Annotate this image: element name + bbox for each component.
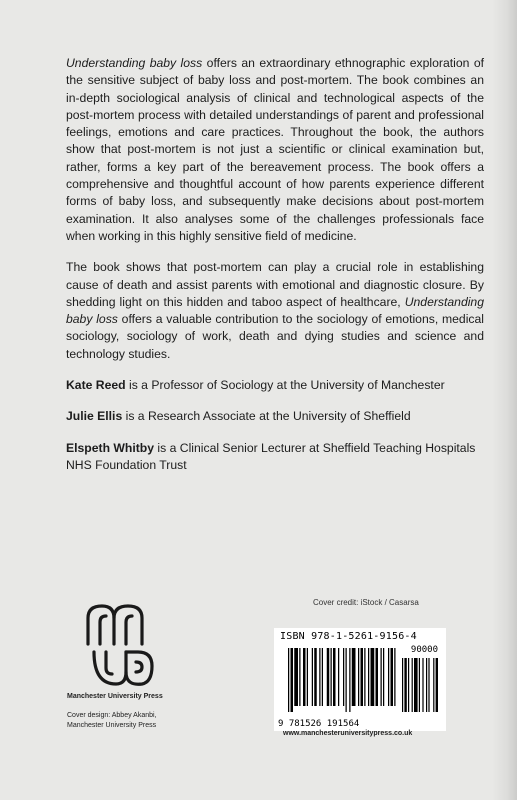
barcode-addon-bar <box>428 658 429 712</box>
barcode-bar <box>319 648 320 706</box>
barcode-bar <box>346 648 347 712</box>
barcode-bar <box>381 648 382 706</box>
book-title: Understanding baby loss <box>66 294 484 327</box>
blurb-paragraph-1 <box>66 55 484 245</box>
book-title: Understanding baby loss <box>66 56 203 70</box>
barcode-bar <box>358 648 359 706</box>
spine-shadow <box>492 0 517 800</box>
blurb-text-1: offers an extraordinary ethnographic exploration of the sensitive subject of baby loss and post-mortem. The book combines an in-depth sociological analysis of clinical and technological aspects of the post-mortem process with detailed understandings of parent and professional feelings, emotions and care practices. Throughout the book, the authors show that post-mortem is not just a scientific or clinical examination but, rather, forms a key part of the bereavement process. The book offers a comprehensive and thoughtful account of how parents experience different forms of baby loss, and subsequently make decisions about post-mortem examination. It also analyses some of the challenges professionals face when working in this highly sensitive field of medicine. <box>66 56 484 243</box>
barcode-addon-bar <box>426 658 427 712</box>
barcode-bar <box>394 648 395 706</box>
barcode-bar <box>303 648 306 706</box>
barcode-bar <box>331 648 332 706</box>
barcode-addon-bar <box>436 658 438 712</box>
barcode-bar <box>299 648 300 706</box>
barcode-addon-bar <box>412 658 413 712</box>
barcode-bar <box>327 648 330 706</box>
barcode-bar <box>291 648 294 712</box>
barcode-bar <box>288 648 289 712</box>
barcode-bar <box>314 648 317 706</box>
barcode-bar <box>361 648 364 706</box>
author-bio-2 <box>66 408 484 425</box>
barcode-bar <box>322 648 323 706</box>
author-bio-1 <box>66 377 484 394</box>
author-bio-text: is a Professor of Sociology at the University of Manchester <box>125 378 445 393</box>
barcode-bar <box>307 648 308 706</box>
cover-design-line-1: Cover design: Abbey Akanbi, <box>67 712 157 719</box>
author-bio-text: is a Clinical Senior Lecturer at Sheffield Teaching Hospitals NHS Foundation Trust <box>66 440 476 472</box>
barcode-panel <box>274 628 446 731</box>
barcode-icon <box>274 644 446 716</box>
barcode-bar <box>294 648 298 706</box>
blurb-paragraph-2 <box>66 259 484 363</box>
blurb-text-2b: offers a valuable contribution to the sociology of emotions, medical sociology, sociology of work, death and dying studies and science and technology studies. <box>66 312 484 361</box>
cover-design-credit <box>67 711 157 731</box>
mup-logo-icon <box>80 600 160 690</box>
barcode-bar <box>349 648 350 712</box>
author-bio-3 <box>66 440 484 475</box>
barcode-bar <box>391 648 394 706</box>
barcode-bar <box>376 648 379 706</box>
barcode-addon-bar <box>408 658 409 712</box>
barcode-addon-bar <box>422 658 423 712</box>
cover-credit: Cover credit: iStock / Casarsa <box>313 598 419 607</box>
blurb <box>66 55 484 488</box>
barcode-bar <box>338 648 339 706</box>
author-name: Kate Reed <box>66 378 126 393</box>
barcode-addon-bar <box>402 658 403 712</box>
barcode-addon-number: 90000 <box>410 645 438 655</box>
blurb-text-2a: The book shows that post-mortem can play a crucial role in establishing cause of death and assist parents with emotional and diagnostic closure. By shedding light on this hidden and taboo aspect of healthcare, <box>66 260 484 309</box>
barcode-addon-bar <box>419 658 420 712</box>
barcode-bar <box>368 648 369 706</box>
publisher-website[interactable]: www.manchesteruniversitypress.co.uk <box>283 730 413 737</box>
barcode-bar <box>352 648 356 706</box>
author-bio-text: is a Research Associate at the University of Sheffield <box>122 409 411 424</box>
publisher-name: Manchester University Press <box>67 693 163 700</box>
barcode-addon-bar <box>404 658 406 712</box>
barcode-bar <box>364 648 365 706</box>
barcode-bar <box>371 648 375 706</box>
barcode-addon-bar <box>414 658 418 712</box>
barcode-bar <box>343 648 344 706</box>
isbn-text: ISBN 978-1-5261-9156-4 <box>280 631 417 642</box>
author-name: Elspeth Whitby <box>66 440 155 455</box>
barcode-bar <box>388 648 389 706</box>
barcode-bar <box>333 648 336 706</box>
cover-design-line-2: Manchester University Press <box>67 722 157 729</box>
barcode-digits: 9 781526 191564 <box>278 719 360 729</box>
author-name: Julie Ellis <box>66 409 123 424</box>
barcode-bar <box>383 648 384 706</box>
barcode-bar <box>312 648 313 706</box>
barcode-addon-bar <box>433 658 434 712</box>
